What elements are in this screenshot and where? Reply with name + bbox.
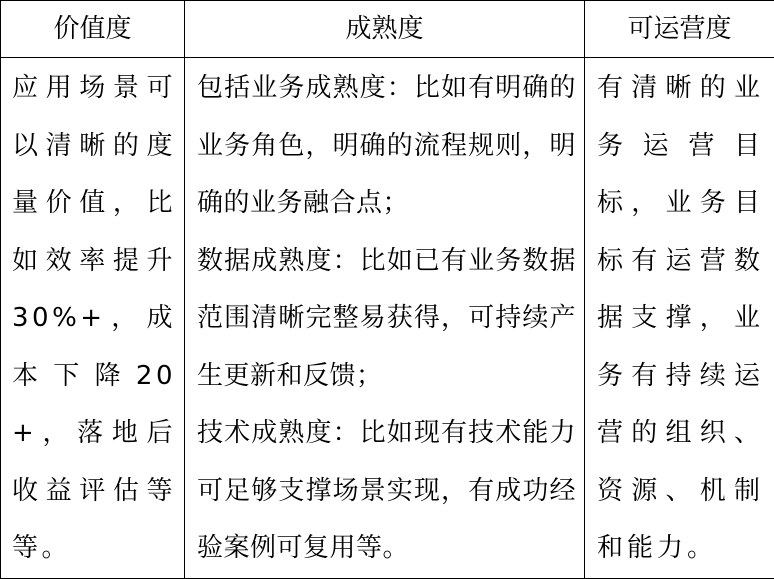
content-row [1,58,774,579]
value-text: 应用场景可以清晰的度量价值，比如效率提升30%+，成本下降20+，落地后收益评估等等。 [1,58,184,578]
maturity-business: 包括业务成熟度：比如有明确的业务角色，明确的流程规则，明确的业务融合点； [197,60,576,233]
value-cell [1,58,185,579]
operability-cell [585,58,774,579]
header-value: 价值度 [1,1,185,58]
header-row [1,1,774,58]
header-operability: 可运营度 [585,1,774,58]
operability-text: 有清晰的业务运营目标，业务目标有运营数据支撑，业务有持续运营的组织、资源、机制和能力。 [585,58,774,578]
maturity-cell [185,58,585,579]
header-maturity: 成熟度 [185,1,585,58]
maturity-text [185,58,584,578]
maturity-data: 数据成熟度：比如已有业务数据范围清晰完整易获得，可持续产生更新和反馈； [197,233,576,406]
maturity-technology: 技术成熟度：比如现有技术能力可足够支撑场景实现，有成功经验案例可复用等。 [197,405,576,578]
